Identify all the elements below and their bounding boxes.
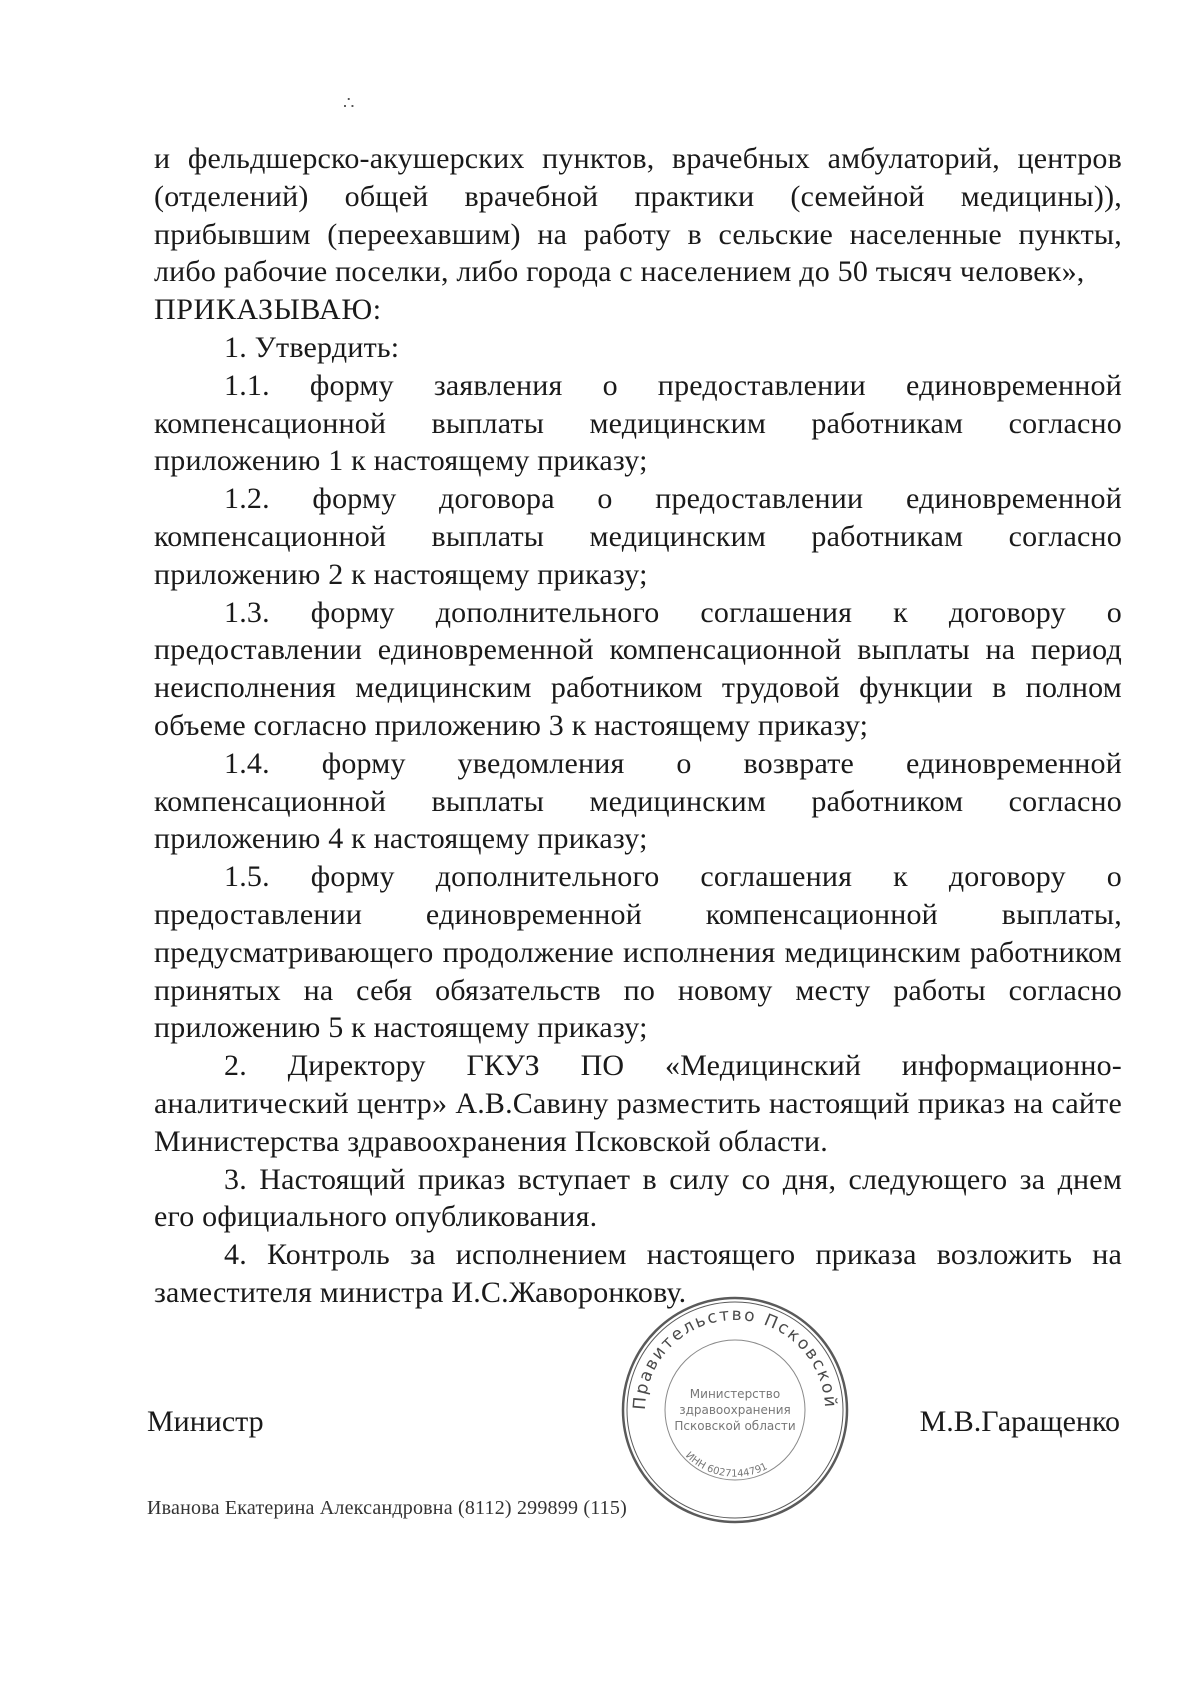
paragraph: 1.2. форму договора о предоставлении единовременной компенсационной выплаты медицинским работникам согласно приложению 2 к настоящему приказу; [154, 482, 1122, 591]
official-seal [615, 1290, 855, 1530]
paragraph: и фельдшерско-акушерских пунктов, врачебных амбулаторий, центров (отделений) общей врачебной практики (семейной медицины)), прибывшим (переехавшим) на работу в сельские населенные пункты, либо рабочие поселки, либо города с населением до 50 тысяч человек», [154, 142, 1122, 289]
seal-inner-line-3: Псковской области [674, 1419, 796, 1433]
seal-inner-line-1: Министерство [689, 1387, 781, 1401]
corner-mark: ∴ [343, 93, 355, 113]
paragraph: 2. Директору ГКУЗ ПО «Медицинский информационно-аналитический центр» А.В.Савину разместить настоящий приказ на сайте Министерства здравоохранения Псковской области. [154, 1049, 1122, 1158]
paragraph: 4. Контроль за исполнением настоящего приказа возложить на заместителя министра И.С.Жаворонкову. [154, 1238, 1122, 1309]
signature-title: Министр [147, 1405, 264, 1438]
paragraph: 1.5. форму дополнительного соглашения к договору о предоставлении единовременной компенсационной выплаты, предусматривающего продолжение исполнения медицинским работником принятых на себя обязательств по новому месту работы согласно приложению 5 к настоящему приказу; [154, 860, 1122, 1045]
seal-bottom-text: ИНН 6027144791 [683, 1450, 770, 1480]
paragraph: 3. Настоящий приказ вступает в силу со дня, следующего за днем его официального опубликования. [154, 1162, 1122, 1234]
document-body [154, 140, 1122, 1312]
svg-text:ИНН 6027144791 [683, 1450, 769, 1480]
paragraph: 1.4. форму уведомления о возврате единовременной компенсационной выплаты медицинским работником согласно приложению 4 к настоящему приказу; [154, 746, 1122, 856]
paragraph: 1. Утвердить: [224, 330, 400, 364]
seal-outer-text: Правительство Псковской [629, 1304, 841, 1411]
seal-inner-line-2: здравоохранения [679, 1403, 791, 1417]
paragraph: 1.1. форму заявления о предоставлении единовременной компенсационной выплаты медицинским работникам согласно приложению 1 к настоящему приказу; [154, 368, 1122, 478]
order-heading: ПРИКАЗЫВАЮ: [154, 293, 382, 327]
paragraph: 1.3. форму дополнительного соглашения к договору о предоставлении единовременной компенсационной выплаты на период неисполнения медицинским работником трудовой функции в полном объеме согласно приложению 3 к настоящему приказу; [154, 595, 1122, 742]
signature-name: М.В.Гаращенко [919, 1405, 1120, 1438]
executor-contact: Иванова Екатерина Александровна (8112) 299899 (115) [147, 1497, 627, 1519]
